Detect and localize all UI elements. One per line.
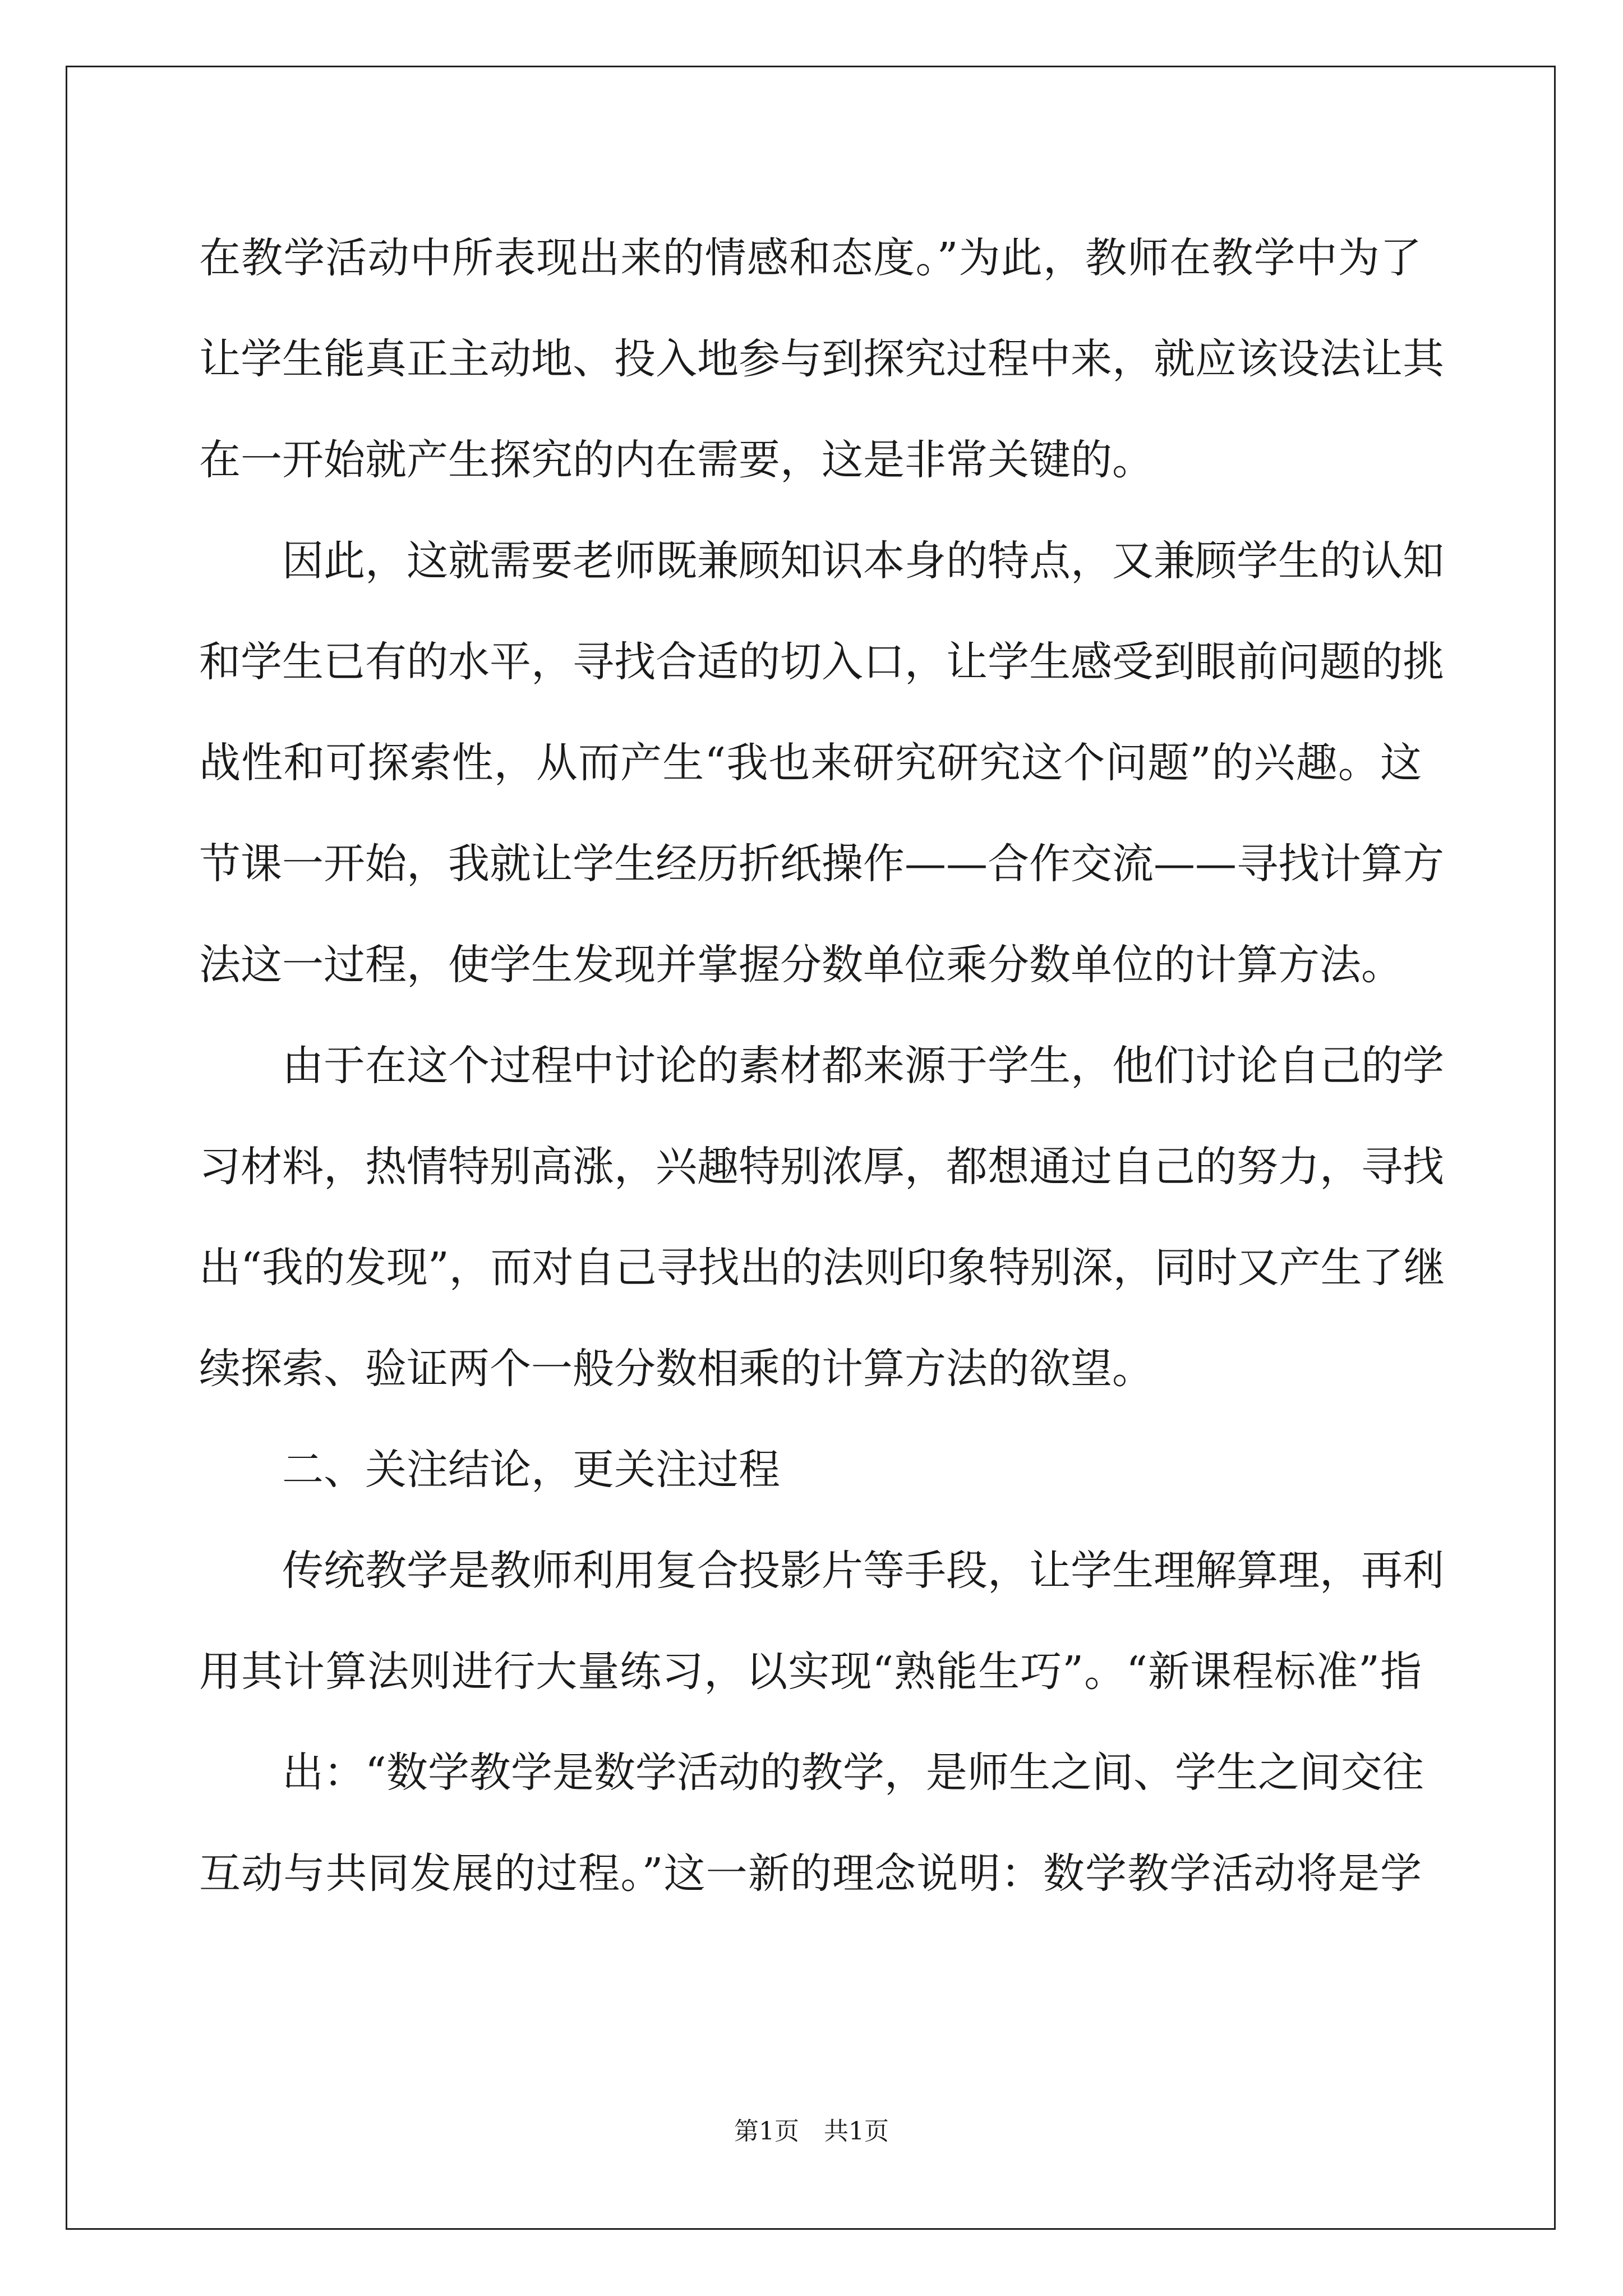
text-line: 传统教学是教师利用复合投影片等手段，让学生理解算理，再利 [282, 1547, 1444, 1595]
text-line: 因此，这就需要老师既兼顾知识本身的特点，又兼顾学生的认知 [282, 537, 1444, 585]
text-line: 用其计算法则进行大量练习，以实现“熟能生巧”。“新课程标准”指 [199, 1648, 1422, 1696]
document-body [199, 208, 1445, 1924]
page-footer: 第1页 共1页 [734, 2117, 889, 2146]
text-line: 习材料，热情特别高涨，兴趣特别浓厚，都想通过自己的努力，寻找 [199, 1143, 1444, 1191]
text-line: 在一开始就产生探究的内在需要，这是非常关键的。 [199, 436, 1154, 484]
text-line: 战性和可探索性，从而产生“我也来研究研究这个问题”的兴趣。这 [199, 739, 1422, 787]
section-heading: 二、关注结论，更关注过程 [282, 1446, 780, 1494]
text-line: 节课一开始，我就让学生经历折纸操作——合作交流——寻找计算方 [199, 840, 1444, 888]
text-line: 出：“数学教学是数学活动的教学，是师生之间、学生之间交往 [282, 1749, 1424, 1797]
text-line: 和学生已有的水平，寻找合适的切入口，让学生感受到眼前问题的挑 [199, 638, 1444, 686]
text-line: 出“我的发现”，而对自己寻找出的法则印象特别深，同时又产生了继 [199, 1244, 1445, 1292]
text-line: 让学生能真正主动地、投入地参与到探究过程中来，就应该设法让其 [199, 335, 1444, 383]
text-line: 法这一过程，使学生发现并掌握分数单位乘分数单位的计算方法。 [199, 941, 1403, 989]
text-line: 续探索、验证两个一般分数相乘的计算方法的欲望。 [199, 1345, 1154, 1393]
text-line: 互动与共同发展的过程。”这一新的理念说明：数学教学活动将是学 [199, 1849, 1422, 1898]
text-line: 由于在这个过程中讨论的素材都来源于学生，他们讨论自己的学 [282, 1042, 1444, 1090]
text-line: 在教学活动中所表现出来的情感和态度。”为此，教师在教学中为了 [199, 234, 1422, 282]
